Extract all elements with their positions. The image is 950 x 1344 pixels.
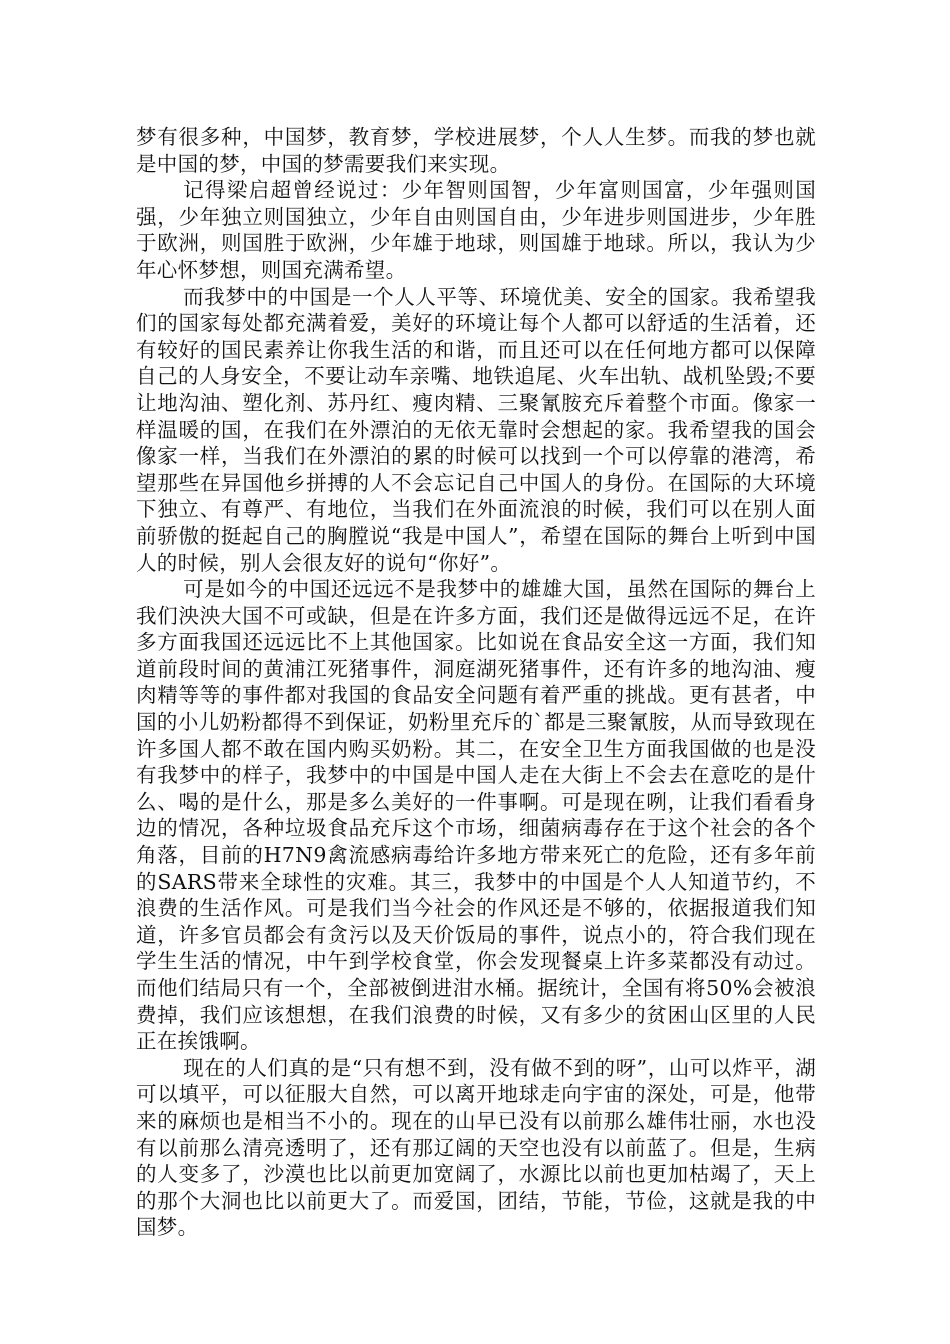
paragraph-4: 可是如今的中国还远远不是我梦中的雄雄大国，虽然在国际的舞台上我们泱泱大国不可或缺，但是在许多方面，我们还是做得远远不足，在许多方面我国还远远比不上其他国家。比如说在食品安全这一方面，我们知道前段时间的黄浦江死猪事件，洞庭湖死猪事件，还有许多的地沟油、瘦肉精等等的事件都对我国的食品安全问题有着严重的挑战。更有甚者，中国的小儿奶粉都得不到保证，奶粉里充斥的`都是三聚氰胺，从而导致现在许多国人都不敢在国内购买奶粉。其二，在安全卫生方面我国做的也是没有我梦中的样子，我梦中的中国是中国人走在大街上不会去在意吃的是什么、喝的是什么，那是多么美好的一件事啊。可是现在咧，让我们看看身边的情况，各种垃圾食品充斥这个市场，细菌病毒存在于这个社会的各个角落，目前的H7N9禽流感病毒给许多地方带来死亡的危险，还有多年前的SARS带来全球性的灾难。其三，我梦中的中国是个人人知道节约，不浪费的生活作风。可是我们当今社会的作风还是不够的，依据报道我们知道，许多官员都会有贪污以及天价饭局的事件，说点小的，符合我们现在学生生活的情况，中午到学校食堂，你会发现餐桌上许多菜都没有动过。而他们结局只有一个，全部被倒进泔水桶。据统计，全国有将50%会被浪费掉，我们应该想想，在我们浪费的时候，又有多少的贫困山区里的人民正在挨饿啊。 xyxy=(136,577,816,1054)
paragraph-1: 梦有很多种，中国梦，教育梦，学校进展梦，个人人生梦。而我的梦也就是中国的梦，中国的梦需要我们来实现。 xyxy=(136,125,816,176)
paragraph-2: 记得梁启超曾经说过：少年智则国智，少年富则国富，少年强则国强，少年独立则国独立，少年自由则国自由，少年进步则国进步，少年胜于欧洲，则国胜于欧洲，少年雄于地球，则国雄于地球。所以，我认为少年心怀梦想，则国充满希望。 xyxy=(136,178,816,282)
paragraph-3: 而我梦中的中国是一个人人平等、环境优美、安全的国家。我希望我们的国家每处都充满着爱，美好的环境让每个人都可以舒适的生活着，还有较好的国民素养让你我生活的和谐，而且还可以在任何地方都可以保障自己的人身安全，不要让动车亲嘴、地铁追尾、火车出轨、战机坠毁;不要让地沟油、塑化剂、苏丹红、瘦肉精、三聚氰胺充斥着整个市面。像家一样温暖的国，在我们在外漂泊的无依无靠时会想起的家。我希望我的国会像家一样，当我们在外漂泊的累的时候可以找到一个可以停靠的港湾，希望那些在异国他乡拼搏的人不会忘记自己中国人的身份。在国际的大环境下独立、有尊严、有地位，当我们在外面流浪的时候，我们可以在别人面前骄傲的挺起自己的胸膛说“我是中国人”，希望在国际的舞台上听到中国人的时候，别人会很友好的说句“你好”。 xyxy=(136,284,816,575)
paragraph-5: 现在的人们真的是“只有想不到，没有做不到的呀”，山可以炸平，湖可以填平，可以征服大自然，可以离开地球走向宇宙的深处，可是，他带来的麻烦也是相当不小的。现在的山早已没有以前那么雄伟壮丽，水也没有以前那么清亮透明了，还有那辽阔的天空也没有以前蓝了。但是，生病的人变多了，沙漠也比以前更加宽阔了，水源比以前也更加枯竭了，天上的那个大洞也比以前更大了。而爱国，团结，节能，节俭，这就是我的中国梦。 xyxy=(136,1055,816,1240)
essay-body xyxy=(136,124,816,1241)
